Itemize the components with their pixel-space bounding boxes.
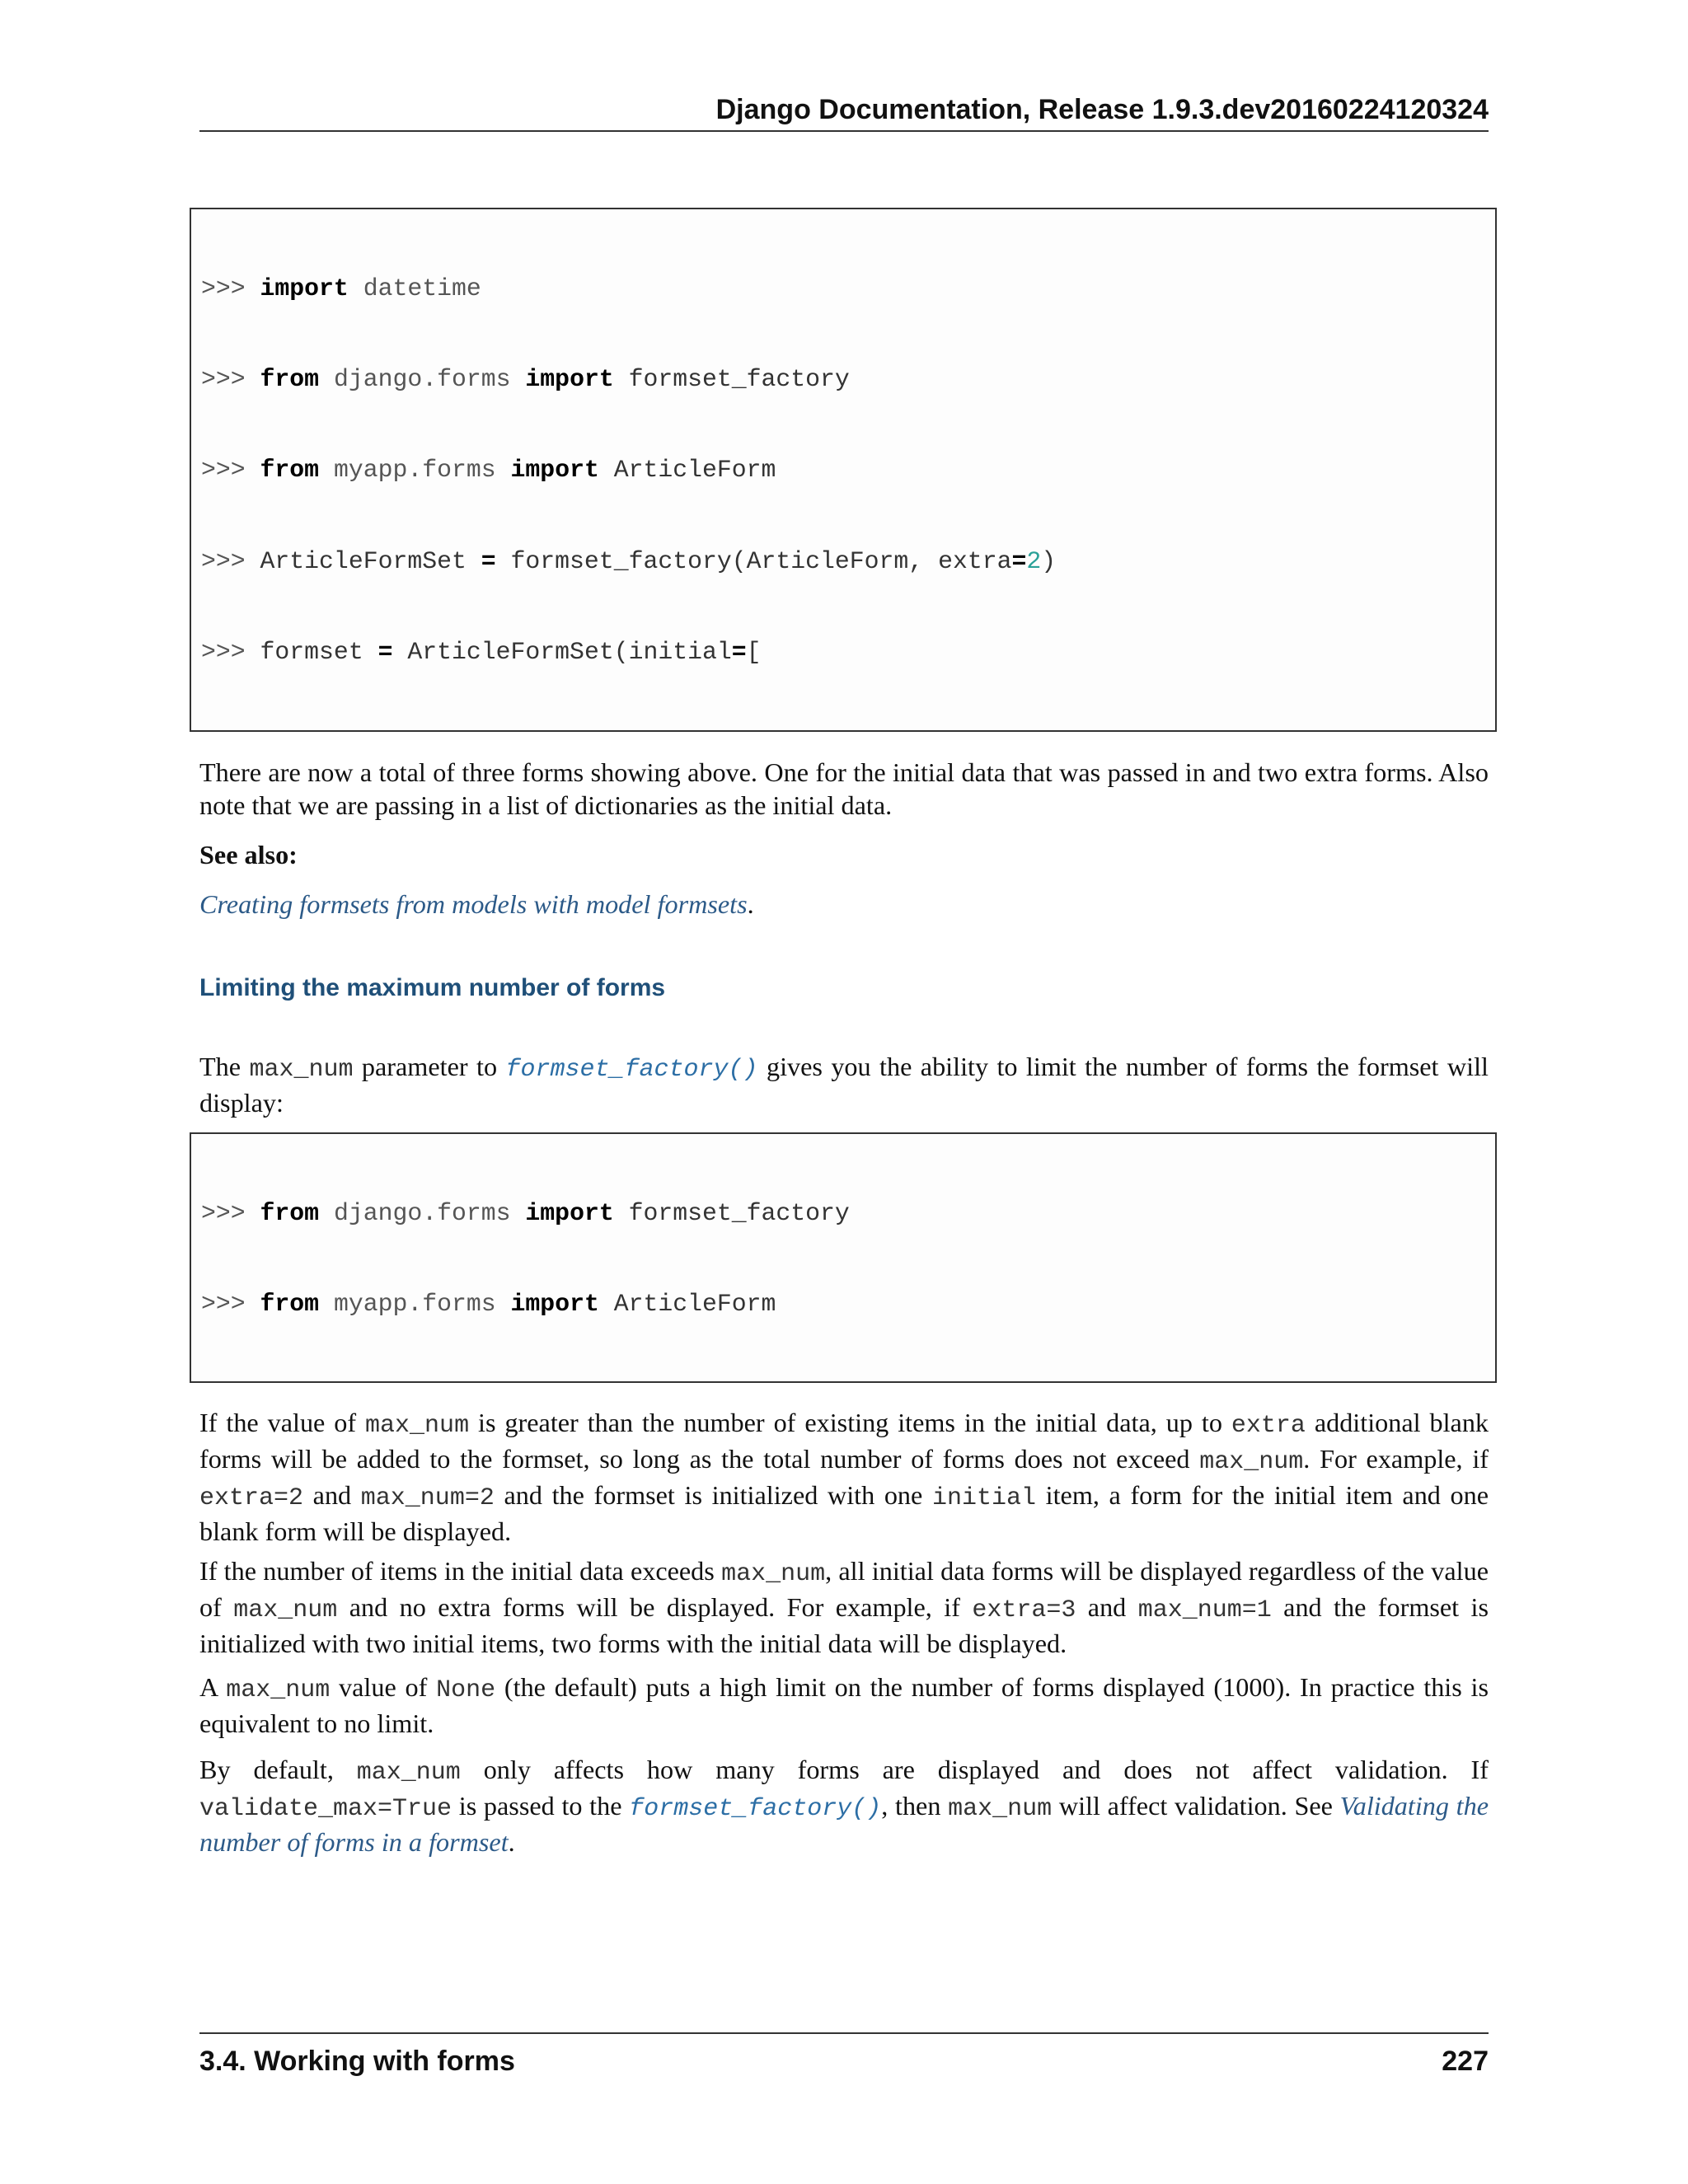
paragraph-initial-exceeds: If the number of items in the initial data exceeds max_num, all initial data forms will be displayed regardless of the value of max_num and no extra forms will be displayed. For example, if extra=3 and max_num=1 and the formset is initialized with two initial items, two forms with the initial data will be displayed. bbox=[199, 1556, 1489, 1658]
code-line: >>> from myapp.forms import ArticleForm bbox=[201, 456, 776, 485]
formset-factory-link-2[interactable]: formset_factory() bbox=[629, 1795, 882, 1823]
paragraph-three-forms: There are now a total of three forms showing above. One for the initial data that was passed in and two extra forms. Also note that we are passing in a list of dictionaries as the initial data. bbox=[199, 757, 1489, 820]
code-block-max-num bbox=[190, 1132, 1497, 1383]
footer-section: 3.4. Working with forms bbox=[199, 2046, 515, 2077]
model-formsets-link[interactable]: Creating formsets from models with model formsets bbox=[199, 889, 748, 919]
paragraph-validation: By default, max_num only affects how many forms are displayed and does not affect validation. If validate_max=True is passed to the formset_factory(), then max_num will affect validation. See Validating the number of forms in a formset. bbox=[199, 1755, 1489, 1857]
code-line: >>> from django.forms import formset_factory bbox=[201, 364, 850, 393]
paragraph-max-num-intro: The max_num parameter to formset_factory() gives you the ability to limit the number of forms the formset will display: bbox=[199, 1052, 1489, 1118]
page-footer bbox=[199, 2032, 1489, 2088]
code-line: >>> ArticleFormSet = formset_factory(ArticleForm, extra=2) bbox=[201, 546, 1057, 575]
code-line: >>> formset = ArticleFormSet(initial=[ bbox=[201, 638, 762, 667]
section-heading: Limiting the maximum number of forms bbox=[199, 974, 666, 1001]
formset-factory-link[interactable]: formset_factory() bbox=[505, 1056, 758, 1084]
code-line bbox=[201, 729, 1495, 732]
paragraph-max-num-none: A max_num value of None (the default) puts a high limit on the number of forms displayed (1000). In practice this is equivalent to no limit. bbox=[199, 1672, 1489, 1738]
see-also-label: See also: bbox=[199, 840, 298, 869]
see-also-entry: Creating formsets from models with model formsets. bbox=[199, 889, 754, 919]
code-line: >>> import datetime bbox=[201, 274, 481, 302]
page-number: 227 bbox=[1442, 2046, 1489, 2077]
code-line: >>> from myapp.forms import ArticleForm bbox=[201, 1289, 776, 1318]
document-title: Django Documentation, Release 1.9.3.dev20160224120324 bbox=[715, 94, 1489, 125]
code-block-initial-data bbox=[190, 208, 1497, 732]
inline-code: max_num bbox=[249, 1056, 354, 1084]
page-header bbox=[199, 89, 1489, 132]
code-line: >>> from django.forms import formset_factory bbox=[201, 1198, 850, 1227]
paragraph-max-num-greater: If the value of max_num is greater than the number of existing items in the initial data, up to extra additional blank forms will be added to the formset, so long as the total number of forms does not exceed max_num. For example, if extra=2 and max_num=2 and the formset is initialized with one initial item, a form for the initial item and one blank form will be displayed. bbox=[199, 1408, 1489, 1546]
validating-forms-link[interactable]: Validating the number of forms in a formset bbox=[199, 1791, 1489, 1857]
code-line bbox=[201, 1380, 1495, 1383]
